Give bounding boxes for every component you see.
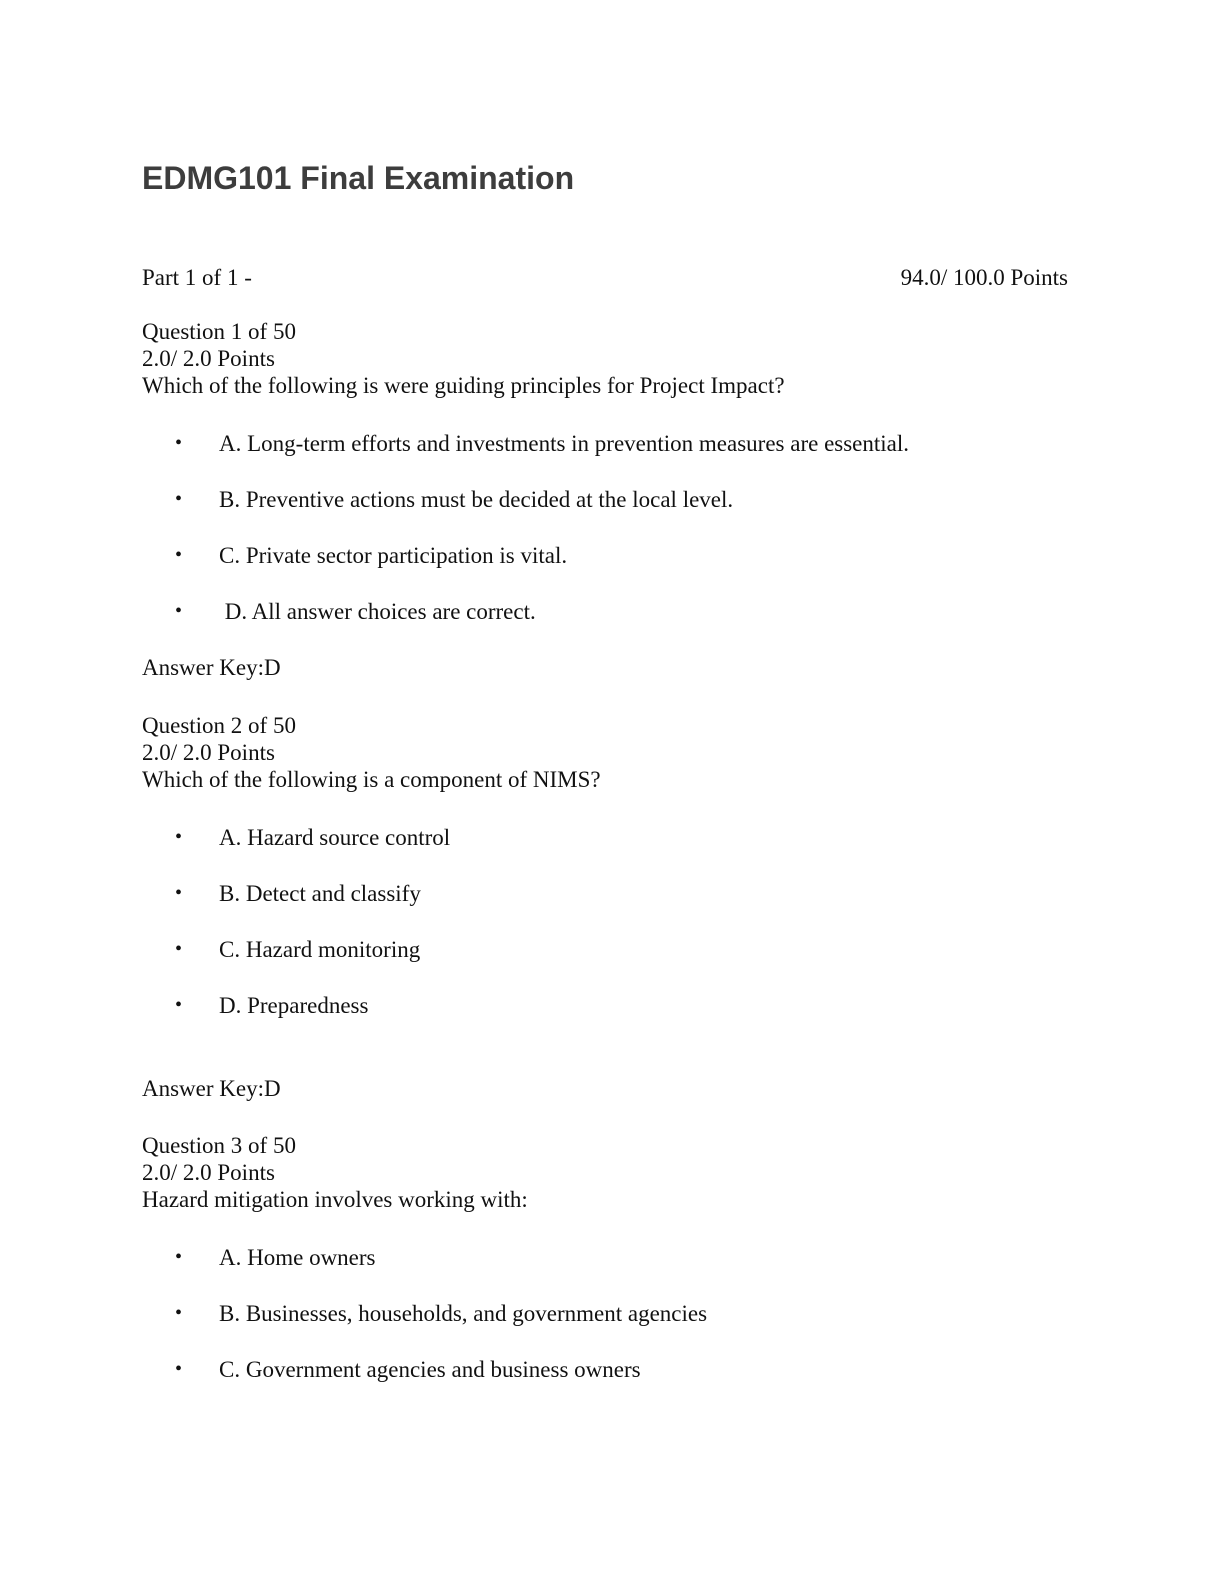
answer-option: B. Businesses, households, and government agencies (219, 1301, 708, 1326)
question-number: Question 2 of 50 (142, 713, 296, 738)
answer-key: Answer Key:D (142, 655, 281, 680)
answer-option: D. Preparedness (219, 993, 369, 1018)
total-points: 94.0/ 100.0 Points (900, 265, 1068, 290)
bullet-icon: • (175, 994, 183, 1016)
question-number: Question 3 of 50 (142, 1133, 296, 1158)
page-title: EDMG101 Final Examination (142, 160, 575, 196)
answer-option: B. Detect and classify (219, 881, 421, 906)
answer-option: C. Private sector participation is vital. (219, 543, 568, 568)
question-text: Which of the following is a component of NIMS? (142, 767, 601, 792)
answer-option: C. Government agencies and business owners (219, 1357, 641, 1382)
bullet-icon: • (175, 600, 183, 622)
question-text: Hazard mitigation involves working with: (142, 1187, 528, 1212)
bullet-icon: • (175, 544, 183, 566)
bullet-icon: • (175, 1246, 183, 1268)
answer-option: A. Hazard source control (219, 825, 451, 850)
bullet-icon: • (175, 488, 183, 510)
bullet-icon: • (175, 432, 183, 454)
question-text: Which of the following is were guiding principles for Project Impact? (142, 373, 785, 398)
answer-option: C. Hazard monitoring (219, 937, 421, 962)
answer-option: D. All answer choices are correct. (219, 599, 536, 624)
bullet-icon: • (175, 938, 183, 960)
bullet-icon: • (175, 826, 183, 848)
question-points: 2.0/ 2.0 Points (142, 346, 275, 371)
bullet-icon: • (175, 882, 183, 904)
answer-option: A. Home owners (219, 1245, 376, 1270)
question-number: Question 1 of 50 (142, 319, 296, 344)
answer-key: Answer Key:D (142, 1076, 281, 1101)
part-label: Part 1 of 1 - (142, 265, 252, 290)
question-points: 2.0/ 2.0 Points (142, 740, 275, 765)
bullet-icon: • (175, 1358, 183, 1380)
answer-option: A. Long-term efforts and investments in prevention measures are essential. (219, 431, 910, 456)
question-points: 2.0/ 2.0 Points (142, 1160, 275, 1185)
bullet-icon: • (175, 1302, 183, 1324)
answer-option: B. Preventive actions must be decided at the local level. (219, 487, 734, 512)
